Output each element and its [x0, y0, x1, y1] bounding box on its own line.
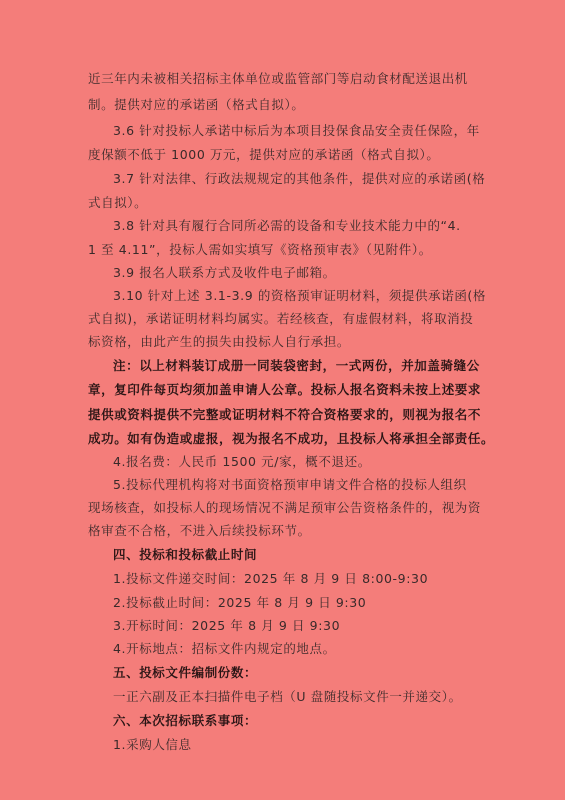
text-line: 5.投标代理机构将对书面资格预审申请文件合格的投标人组织 — [113, 477, 467, 492]
text-line: 3.7 针对法律、行政法规规定的其他条件，提供对应的承诺函(格 — [113, 171, 486, 186]
note-line: 提供或资料提供不完整或证明材料不符合资格要求的，则视为报名不 — [88, 407, 482, 422]
text-line: 现场核查，如投标人的现场情况不满足预审公告资格条件的，视为资 — [88, 500, 482, 515]
text-line: 2.投标截止时间：2025 年 8 月 9 日 9:30 — [113, 595, 367, 610]
text-line: 度保额不低于 1000 万元，提供对应的承诺函（格式自拟）。 — [88, 147, 440, 162]
text-line: 标资格，由此产生的损失由投标人自行承担。 — [88, 334, 351, 349]
note-line: 章，复印件每页均须加盖申请人公章。投标人报名资料未按上述要求 — [88, 382, 482, 397]
text-line: 1 至 4.11”，投标人需如实填写《资格预审表》（见附件）。 — [88, 242, 432, 257]
note-line: 注：以上材料装订成册一同装袋密封，一式两份，并加盖骑缝公 — [113, 358, 480, 373]
text-line: 3.6 针对投标人承诺中标后为本项目投保食品安全责任保险，年 — [113, 123, 480, 138]
section-heading: 四、投标和投标截止时间 — [113, 547, 258, 562]
text-line: 1.采购人信息 — [113, 737, 192, 752]
section-heading: 六、本次招标联系事项： — [113, 713, 258, 728]
text-line: 3.10 针对上述 3.1-3.9 的资格预审证明材料，须提供承诺函(格 — [113, 288, 486, 303]
text-line: 4.报名费：人民币 1500 元/家，概不退还。 — [113, 454, 371, 469]
text-line: 3.8 针对具有履行合同所必需的设备和专业技术能力中的“4. — [113, 218, 461, 233]
text-line: 式自拟）。 — [88, 195, 148, 210]
text-line: 3.开标时间：2025 年 8 月 9 日 9:30 — [113, 618, 341, 633]
text-line: 格审查不合格，不进入后续投标环节。 — [88, 523, 311, 538]
text-line: 3.9 报名人联系方式及收件电子邮箱。 — [113, 265, 336, 280]
text-line: 1.投标文件递交时间：2025 年 8 月 9 日 8:00-9:30 — [113, 571, 429, 586]
text-line: 式自拟)，承诺证明材料均属实。若经核查，有虚假材料，将取消投 — [88, 311, 474, 326]
text-line: 4.开标地点：招标文件内规定的地点。 — [113, 641, 336, 656]
note-line: 成功。如有伪造或虚报，视为报名不成功，且投标人将承担全部责任。 — [88, 431, 495, 446]
section-heading: 五、投标文件编制份数： — [113, 665, 258, 680]
text-line: 制。提供对应的承诺函（格式自拟）。 — [88, 97, 305, 112]
text-line: 一正六副及正本扫描件电子档（U 盘随投标文件一并递交）。 — [113, 689, 462, 704]
text-line: 近三年内未被相关招标主体单位或监管部门等启动食材配送退出机 — [88, 71, 468, 86]
